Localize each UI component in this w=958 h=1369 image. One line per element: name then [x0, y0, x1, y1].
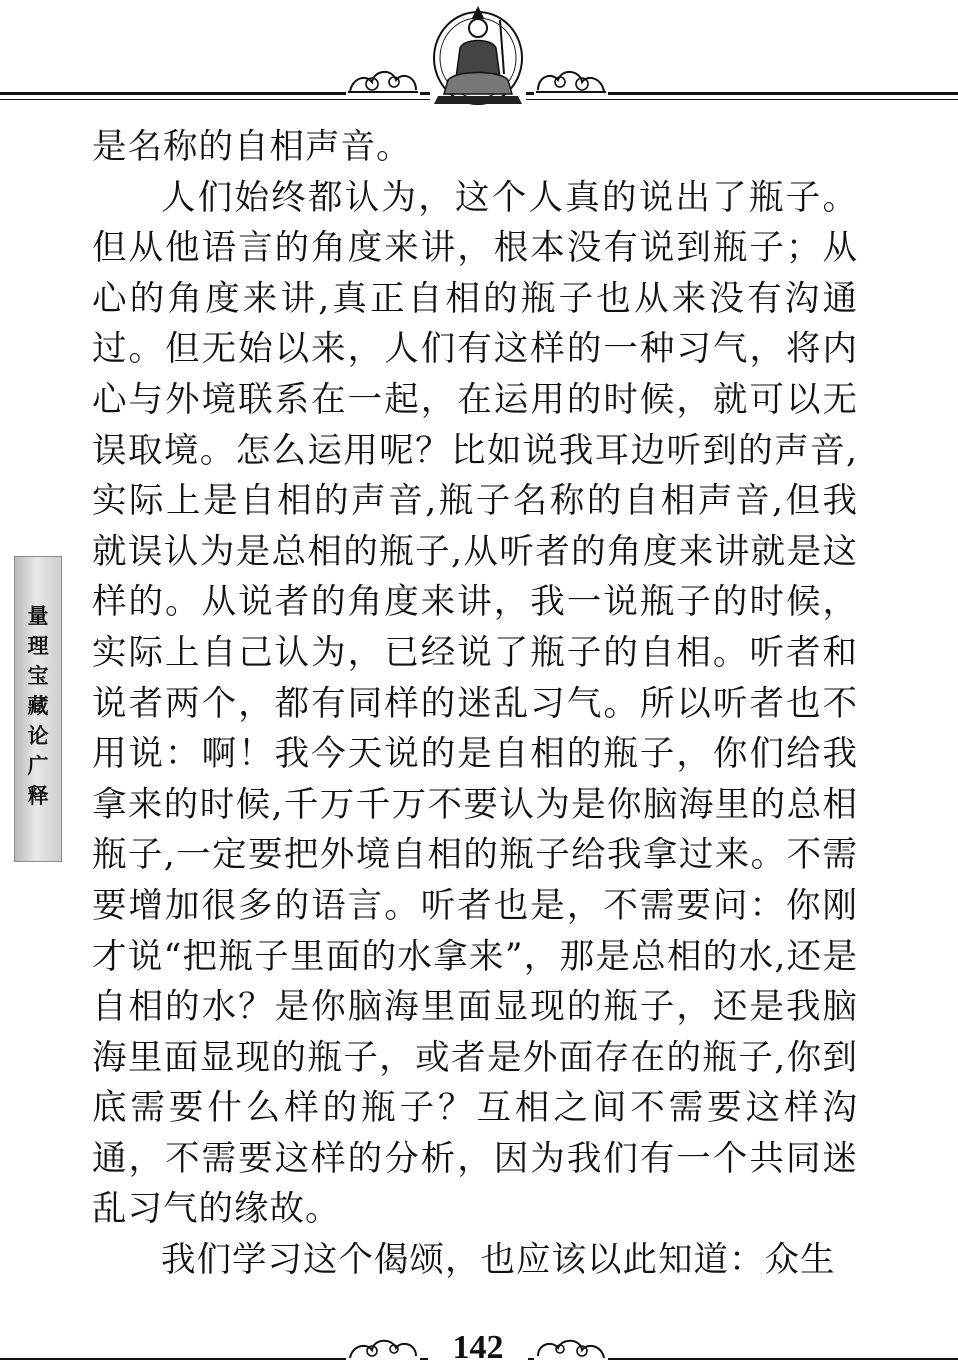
cloud-ornament-icon	[346, 62, 420, 96]
page-footer	[0, 1318, 958, 1369]
cloud-ornament-icon	[534, 1332, 608, 1362]
body-text	[92, 122, 858, 1286]
paragraph: 我们学习这个偈颂，也应该以此知道：众生	[161, 1240, 836, 1281]
book-title-tab	[14, 556, 62, 862]
page-header	[0, 0, 958, 110]
deity-figure-icon	[430, 0, 526, 106]
paragraph: 人们始终都认为，这个人真的说出了瓶子。但从他语言的角度来讲，根本没有说到瓶子；从心的角度来讲,真正自相的瓶子也从来没有沟通过。但无始以来，人们有这样的一种习气，将内心与外境联系在一起，在运用的时候，就可以无误取境。怎么运用呢？比如说我耳边听到的声音,实际上是自相的声音,瓶子名称的自相声音,但我就误认为是总相的瓶子,从听者的角度来讲就是这样的。从说者的角度来讲，我一说瓶子的时候，实际上自己认为，已经说了瓶子的自相。听者和说者两个，都有同样的迷乱习气。所以听者也不用说：啊！我今天说的是自相的瓶子，你们给我拿来的时候,千万千万不要认为是你脑海里的总相瓶子,一定要把外境自相的瓶子给我拿过来。不需要增加很多的语言。听者也是，不需要问：你刚才说“把瓶子里面的水拿来”，那是总相的水,还是自相的水？是你脑海里面显现的瓶子，还是我脑海里面显现的瓶子，或者是外面存在的瓶子,你到底需要什么样的瓶子？互相之间不需要这样沟通，不需要这样的分析，因为我们有一个共同迷乱习气的缘故。	[92, 177, 858, 1230]
page-number: 142	[428, 1328, 528, 1368]
cloud-ornament-icon	[346, 1332, 420, 1362]
cloud-ornament-icon	[534, 62, 608, 96]
book-title: 量理宝藏论广释	[27, 603, 49, 808]
paragraph: 是名称的自相声音。	[92, 127, 412, 167]
